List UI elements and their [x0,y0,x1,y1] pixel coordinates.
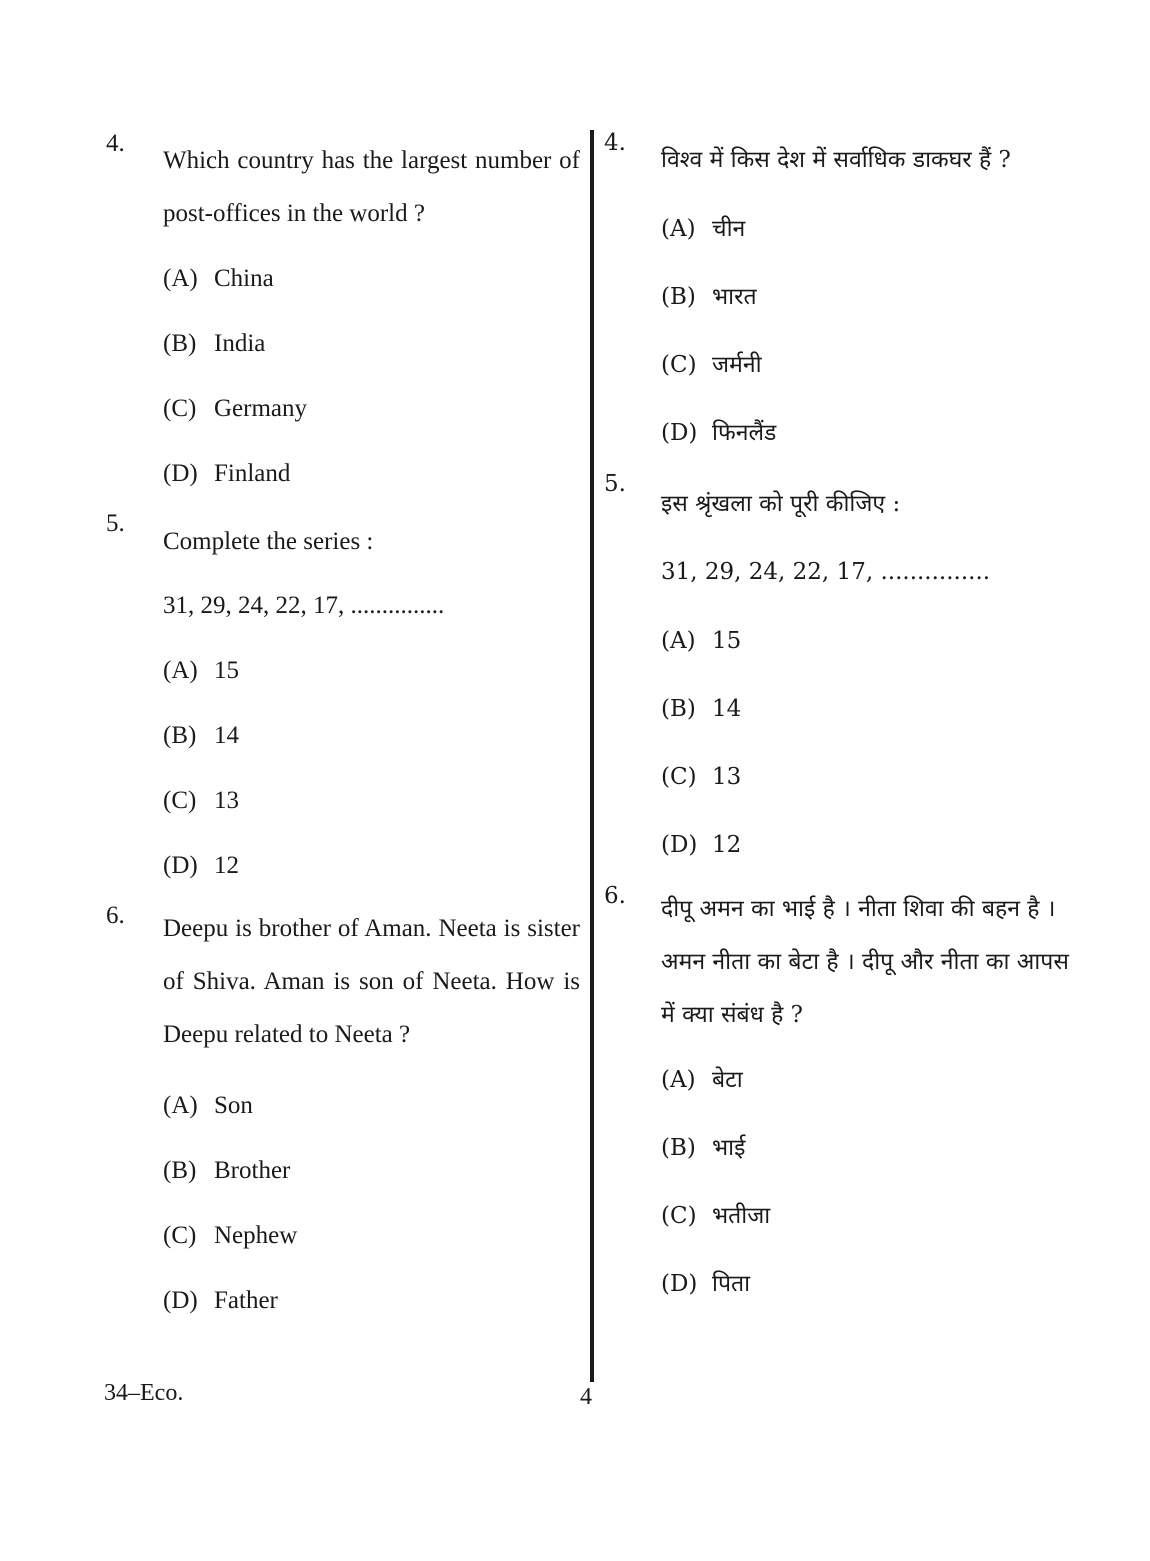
option-label: (B) [163,1157,197,1184]
option-text: जर्मनी [712,352,762,378]
option-text: China [214,265,274,292]
option-a [163,246,580,311]
option-label: (B) [163,722,197,749]
option-text: 12 [712,832,742,858]
question-number: 4. [604,130,626,156]
question-number: 5. [106,510,125,537]
option-label: (D) [661,1271,698,1297]
option-text: Brother [214,1157,291,1184]
question-number: 6. [106,902,125,929]
question-6-hi [598,883,1088,1318]
option-label: (A) [661,628,696,654]
question-text: Deepu is brother of Aman. Neeta is sister of Shiva. Aman is son of Neeta. How is Deepu related to Neeta ? [163,915,580,1048]
option-text: Germany [214,395,308,422]
option-d [661,399,1088,467]
option-label: (D) [163,1287,198,1314]
question-text: इस श्रृंखला को पूरी कीजिए : [661,491,901,517]
option-text: 15 [214,657,239,684]
option-d [661,811,1088,879]
option-label: (A) [661,1067,696,1093]
option-label: (A) [163,265,198,292]
option-label: (B) [163,330,197,357]
option-b [163,1138,580,1203]
options-list [163,638,580,898]
option-b [163,703,580,768]
option-label: (C) [163,1222,197,1249]
question-5-en [100,510,580,898]
option-label: (D) [661,420,698,446]
option-label: (D) [163,852,198,879]
options-list [661,607,1088,879]
option-text: भतीजा [712,1203,771,1229]
option-text: भाई [712,1135,746,1161]
option-text: Son [214,1092,253,1119]
option-label: (A) [661,216,696,242]
option-a [163,1073,580,1138]
option-label: (D) [661,832,698,858]
option-text: 15 [712,628,742,654]
option-text: Father [214,1287,278,1314]
option-b [661,1114,1088,1182]
number-series: 31, 29, 24, 22, 17, ............... [661,559,991,585]
question-number: 5. [604,471,626,497]
question-4-hi [598,130,1088,467]
option-text: पिता [712,1271,751,1297]
question-5-hi [598,471,1088,879]
option-label: (A) [163,1092,198,1119]
question-text: Complete the series : [163,528,374,555]
option-a [661,607,1088,675]
english-column [100,130,580,1333]
options-list [163,1073,580,1333]
option-a [661,195,1088,263]
option-b [661,263,1088,331]
option-b [163,311,580,376]
options-list [661,195,1088,467]
option-d [163,833,580,898]
question-text: दीपू अमन का भाई है । नीता शिवा की बहन है । अमन नीता का बेटा है । दीपू और नीता का आपस में क्या संबंध है ? [661,896,1069,1028]
question-text: Which country has the largest number of post-offices in the world ? [163,147,580,227]
page-number: 4 [580,1384,592,1410]
option-a [661,1046,1088,1114]
question-6-en [100,902,580,1333]
options-list [163,246,580,506]
option-label: (B) [661,696,696,722]
number-series: 31, 29, 24, 22, 17, ............... [163,592,445,619]
option-label: (B) [661,284,696,310]
option-b [661,675,1088,743]
paper-code: 34–Eco. [104,1380,184,1406]
option-text: चीन [712,216,746,242]
option-label: (A) [163,657,198,684]
option-text: Nephew [214,1222,298,1249]
options-list [661,1046,1088,1318]
option-c [661,743,1088,811]
question-4-en [100,130,580,506]
option-text: 13 [712,764,742,790]
question-text: विश्व में किस देश में सर्वाधिक डाकघर हैं ? [661,147,1011,173]
option-text: 14 [712,696,742,722]
option-label: (C) [661,352,697,378]
option-c [661,1182,1088,1250]
option-c [661,331,1088,399]
option-label: (B) [661,1135,696,1161]
option-label: (C) [163,395,197,422]
option-d [163,1268,580,1333]
option-text: बेटा [712,1067,743,1093]
option-c [163,768,580,833]
option-d [661,1250,1088,1318]
option-text: भारत [712,284,757,310]
question-number: 4. [106,130,125,157]
option-label: (C) [661,1203,697,1229]
option-c [163,1203,580,1268]
option-label: (D) [163,460,198,487]
option-label: (C) [163,787,197,814]
option-text: फिनलैंड [712,420,777,446]
option-a [163,638,580,703]
question-number: 6. [604,883,626,909]
option-text: Finland [214,460,291,487]
column-divider [590,130,594,1382]
option-text: 13 [214,787,239,814]
hindi-column [598,130,1088,1318]
option-text: 14 [214,722,239,749]
option-text: 12 [214,852,239,879]
option-label: (C) [661,764,697,790]
option-c [163,376,580,441]
option-text: India [214,330,266,357]
option-d [163,441,580,506]
